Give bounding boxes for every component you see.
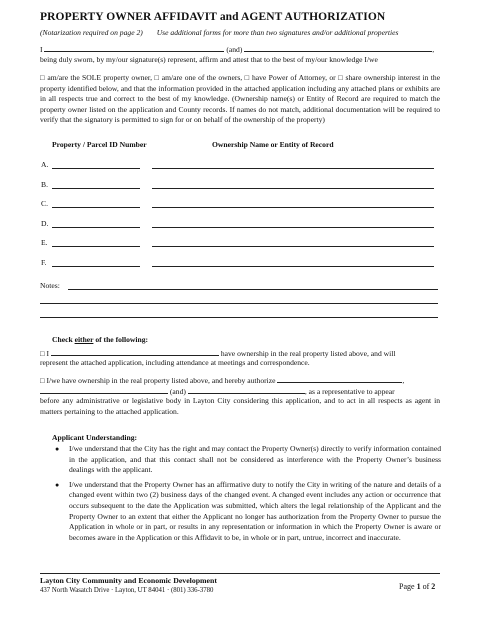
sworn-statement: being duly sworn, by my/our signature(s) represent, affirm and attest that to the best of my/our knowledge I/we bbox=[40, 55, 378, 64]
parcel-field-f[interactable] bbox=[52, 266, 140, 267]
share-label: share bbox=[345, 73, 362, 82]
option-2-rest: before any administrative or legislative body in Layton City considering this application, and to act in all respects as agent in matters pertaining to the attached application. bbox=[40, 396, 440, 416]
row-label-e: E. bbox=[41, 238, 48, 247]
page-number bbox=[399, 582, 435, 591]
notes-field-3[interactable] bbox=[40, 317, 438, 318]
option-1-i: I bbox=[46, 349, 50, 358]
option-2-rep: , as a representative to appear bbox=[304, 387, 395, 396]
option-1-name-field[interactable] bbox=[51, 348, 219, 356]
page-of: of bbox=[420, 582, 432, 591]
ownership-field-d[interactable] bbox=[152, 227, 434, 228]
col-header-parcel: Property / Parcel ID Number bbox=[52, 140, 147, 149]
forms-note: Use additional forms for more than two signatures and/or additional properties bbox=[156, 28, 399, 37]
option-2-and: (and) bbox=[169, 387, 186, 396]
understanding-list bbox=[53, 444, 441, 547]
one-of-owners-label: am/are one of the owners, bbox=[161, 73, 243, 82]
footer-address: 437 North Wasatch Drive · Layton, UT 84041 · (801) 336-3780 bbox=[40, 587, 214, 594]
bullet-icon: ● bbox=[55, 480, 60, 489]
checkbox-power-of-attorney[interactable]: □ bbox=[244, 73, 250, 82]
subtitle-notes bbox=[40, 28, 398, 37]
ownership-field-f[interactable] bbox=[152, 266, 434, 267]
and-label: (and) bbox=[226, 45, 243, 54]
checkbox-one-of-owners[interactable]: □ bbox=[154, 73, 160, 82]
understanding-heading: Applicant Understanding: bbox=[52, 433, 138, 442]
col-header-ownership: Ownership Name or Entity of Record bbox=[212, 140, 334, 149]
row-label-c: C. bbox=[41, 199, 48, 208]
notes-field-2[interactable] bbox=[40, 303, 438, 304]
check-option-2-line: □ I/we have ownership in the real property listed above, and hereby authorize , bbox=[40, 376, 405, 385]
ownership-field-b[interactable] bbox=[152, 188, 434, 189]
option-2-text: I/we have ownership in the real property listed above, and hereby authorize bbox=[46, 376, 276, 385]
bullet-icon: ● bbox=[55, 445, 60, 453]
parcel-field-a[interactable] bbox=[52, 168, 140, 169]
option-2-and-line bbox=[40, 386, 395, 396]
option-1-text: have ownership in the real property listed above, and will bbox=[220, 349, 396, 358]
ownership-field-e[interactable] bbox=[152, 246, 434, 247]
footer-divider bbox=[40, 573, 440, 574]
notes-field-1[interactable] bbox=[68, 289, 438, 290]
owner-name-field-2[interactable] bbox=[244, 44, 432, 52]
notes-label: Notes: bbox=[40, 281, 60, 290]
check-suffix: of the following: bbox=[93, 335, 149, 344]
parcel-field-d[interactable] bbox=[52, 227, 140, 228]
checkbox-option-1[interactable]: □ bbox=[40, 349, 45, 358]
option-2-agent-field-2[interactable] bbox=[40, 386, 168, 394]
ownership-text: ownership interest in the property identified below, and that the information provided in the attached application including any attached plans or exhibits are in all respects true and correct to the best of my knowledge. (Ownership name(s) or Entity of Record are required to match the property owner listed on the application and County records. If names do not match, additional documentation will be required to verify that the signatory is permitted to sign for or on behalf of the ownership of the property) bbox=[40, 73, 441, 125]
footer-org: Layton City Community and Economic Development bbox=[40, 576, 217, 585]
i-label: I bbox=[40, 45, 43, 54]
owner-name-field-1[interactable] bbox=[44, 44, 224, 52]
page-prefix: Page bbox=[399, 582, 417, 591]
row-label-d: D. bbox=[41, 219, 49, 228]
page-current: 1 bbox=[416, 582, 421, 591]
checkbox-option-2[interactable]: □ bbox=[40, 376, 45, 385]
row-label-a: A. bbox=[41, 160, 49, 169]
row-label-b: B. bbox=[41, 180, 48, 189]
option-2-agent-field-1[interactable] bbox=[277, 375, 402, 383]
understanding-text-2: I/we understand that the Property Owner has an affirmative duty to notify the City in writing of the nature and details of a changed event within two (2) business days of the changed event. A changed event includes any action or occurrence that occurs subsequent to the date the Application was submitted, which alters the legal relationship of the Applicant and the Property Owner to an extent that either the Applicant no longer has authorization from the Property Owner to pursue the Application in whole or in part, or results in any representation or information in which the Property Owner is aware or becomes aware in the Application or this Affidavit to be, in whole or in part, untrue, incorrect and inaccurate. bbox=[69, 479, 441, 542]
ownership-field-a[interactable] bbox=[152, 168, 434, 169]
parcel-field-e[interactable] bbox=[52, 246, 140, 247]
sole-owner-label: am/are the SOLE property owner, bbox=[47, 73, 152, 82]
list-item bbox=[53, 480, 441, 544]
notarization-note: (Notarization required on page 2) bbox=[40, 28, 143, 37]
option-1-rest: represent the attached application, including attendance at meetings and correspondence. bbox=[40, 358, 310, 367]
power-of-attorney-label: have Power of Attorney, or bbox=[251, 73, 336, 82]
ownership-field-c[interactable] bbox=[152, 207, 434, 208]
parcel-field-b[interactable] bbox=[52, 188, 140, 189]
check-option-1-line bbox=[40, 348, 395, 358]
page-title: PROPERTY OWNER AFFIDAVIT and AGENT AUTHORIZATION bbox=[40, 11, 386, 23]
check-prefix: Check bbox=[52, 335, 75, 344]
check-either: either bbox=[74, 335, 94, 344]
checkbox-share[interactable]: □ bbox=[338, 73, 344, 82]
option-2-agent-field-3[interactable] bbox=[188, 386, 305, 394]
ownership-paragraph bbox=[40, 73, 440, 126]
parcel-field-c[interactable] bbox=[52, 207, 140, 208]
understanding-text-1: I/we understand that the City has the right and may contact the Property Owner(s) directly to verify information contained in the application, and that this contact shall not be considered as interference with the Property Owner’s business dealings with the applicant. bbox=[69, 444, 441, 475]
check-either-heading bbox=[52, 335, 148, 344]
list-item bbox=[53, 444, 441, 476]
owner-name-line: I (and) , bbox=[40, 45, 435, 54]
row-label-f: F. bbox=[41, 258, 47, 267]
checkbox-sole-owner[interactable]: □ bbox=[40, 73, 46, 82]
page-total: 2 bbox=[431, 582, 436, 591]
